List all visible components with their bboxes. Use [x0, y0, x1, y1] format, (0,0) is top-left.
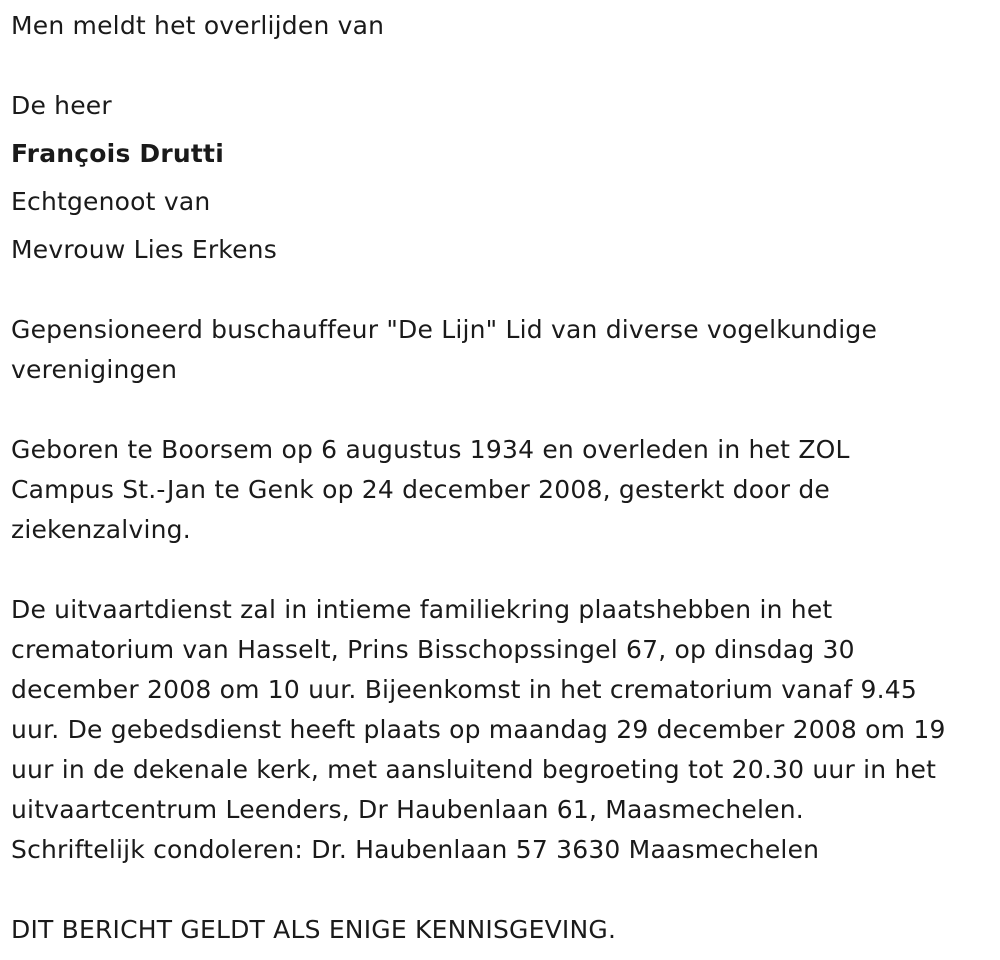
funeral-line: december 2008 om 10 uur. Bijeenkomst in het crematorium vanaf 9.45: [11, 675, 917, 704]
closing-text: DIT BERICHT GELDT ALS ENIGE KENNISGEVING.: [11, 915, 617, 944]
spouse-name: Mevrouw Lies Erkens: [11, 235, 277, 264]
funeral-line: De uitvaartdienst zal in intieme familiekring plaatshebben in het: [11, 595, 833, 624]
occupation-line: verenigingen: [11, 355, 178, 384]
funeral-line: uur in de dekenale kerk, met aansluitend begroeting tot 20.30 uur in het: [11, 755, 937, 784]
relation-text: Echtgenoot van: [11, 187, 211, 216]
funeral-line: uitvaartcentrum Leenders, Dr Haubenlaan 61, Maasmechelen.: [11, 795, 804, 824]
title-text: De heer: [11, 91, 112, 120]
intro-text: Men meldt het overlijden van: [11, 11, 385, 40]
deceased-name: François Drutti: [11, 139, 224, 168]
occupation-line: Gepensioneerd buschauffeur "De Lijn" Lid van diverse vogelkundige: [11, 315, 878, 344]
birth-death-line: Campus St.-Jan te Genk op 24 december 2008, gesterkt door de: [11, 475, 830, 504]
funeral-line: Schriftelijk condoleren: Dr. Haubenlaan 57 3630 Maasmechelen: [11, 835, 820, 864]
birth-death-line: Geboren te Boorsem op 6 augustus 1934 en overleden in het ZOL: [11, 435, 850, 464]
funeral-line: crematorium van Hasselt, Prins Bisschopssingel 67, op dinsdag 30: [11, 635, 855, 664]
birth-death-line: ziekenzalving.: [11, 515, 191, 544]
funeral-line: uur. De gebedsdienst heeft plaats op maandag 29 december 2008 om 19: [11, 715, 946, 744]
